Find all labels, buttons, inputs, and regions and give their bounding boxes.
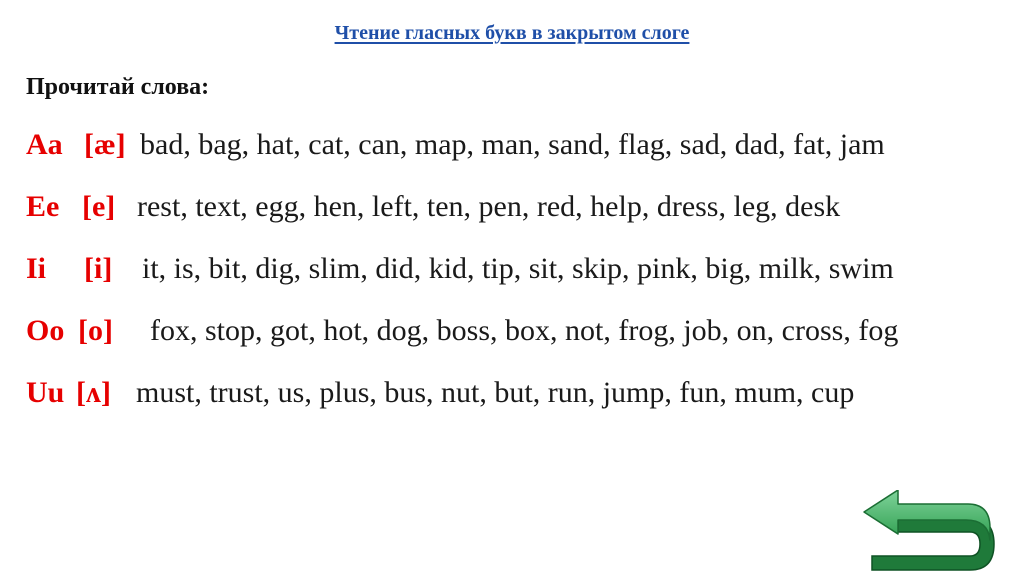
word-list: it, is, bit, dig, slim, did, kid, tip, sit, skip, pink, big, milk, swim (142, 252, 894, 285)
phonetic-symbol: [e] (82, 190, 116, 223)
vowel-letter: Oo (26, 314, 65, 347)
instruction-heading: Прочитай слова: (26, 74, 210, 100)
vowel-row-i (26, 254, 894, 284)
word-list: fox, stop, got, hot, dog, boss, box, not, frog, job, on, cross, fog (150, 314, 899, 347)
phonetic-symbol: [o] (78, 314, 113, 347)
word-list: rest, text, egg, hen, left, ten, pen, red, help, dress, leg, desk (137, 190, 841, 223)
page-title: Чтение гласных букв в закрытом слоге (334, 22, 690, 44)
word-list: must, trust, us, plus, bus, nut, but, run, jump, fun, mum, cup (136, 376, 855, 409)
vowel-letter: Uu (26, 376, 65, 409)
phonetic-symbol: [i] (84, 252, 113, 285)
vowel-letter: Ee (26, 190, 60, 223)
u-turn-back-arrow-icon[interactable] (858, 490, 998, 572)
phonetic-symbol: [æ] (84, 128, 126, 161)
vowel-row-e (26, 192, 840, 222)
vowel-row-o (26, 316, 898, 346)
word-list: bad, bag, hat, cat, can, map, man, sand, flag, sad, dad, fat, jam (140, 128, 885, 161)
vowel-letter: Ii (26, 252, 47, 285)
vowel-row-u (26, 378, 854, 408)
phonetic-symbol: [ʌ] (76, 376, 111, 409)
vowel-row-a (26, 130, 885, 160)
vowel-letter: Aa (26, 128, 63, 161)
